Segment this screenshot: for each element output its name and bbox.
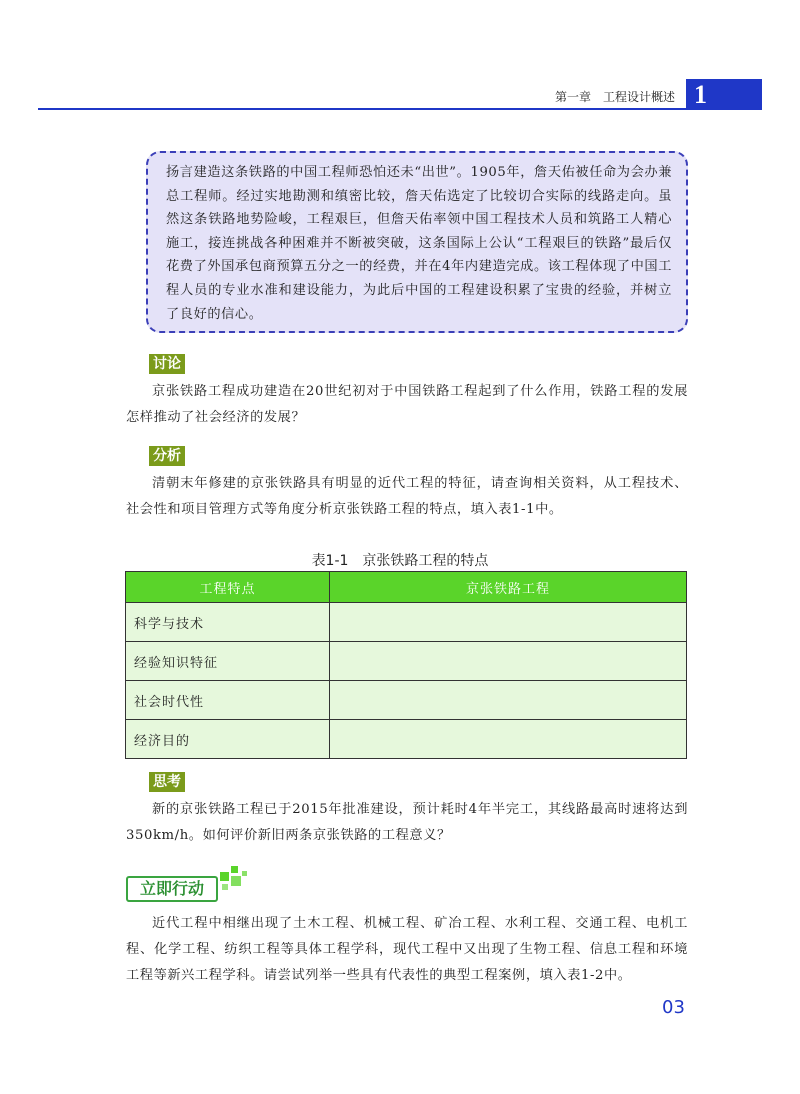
table-cell-value: [330, 681, 687, 720]
story-text: 扬言建造这条铁路的中国工程师恐怕还未“出世”。1905年，詹天佑被任命为会办兼总工程师。经过实地勘测和缜密比较，詹天佑选定了比较切合实际的线路走向。虽然这条铁路地势险峻，工程艰巨，但詹天佑率领中国工程技术人员和筑路工人精心施工，接连挑战各种困难并不断被突破，这条国际上公认“工程艰巨的铁路”最后仅花费了外国承包商预算五分之一的经费，并在4年内建造完成。该工程体现了中国工程人员的专业水准和建设能力，为此后中国的工程建设积累了宝贵的经验，并树立了良好的信心。: [166, 165, 672, 322]
table-cell-feature: 经验知识特征: [126, 642, 330, 681]
table-header-cell: 京张铁路工程: [330, 572, 687, 603]
table-cell-feature: 社会时代性: [126, 681, 330, 720]
header-rule: [38, 108, 686, 110]
banner-squares-icon: [218, 866, 248, 896]
table-row: [126, 603, 687, 642]
action-banner: 立即行动: [126, 876, 218, 902]
action-text: 近代工程中相继出现了土木工程、机械工程、矿冶工程、水利工程、交通工程、电机工程、化学工程、纺织工程等具体工程学科，现代工程中又出现了生物工程、信息工程和环境工程等新兴工程学科。请尝试列举一些具有代表性的典型工程案例，填入表1-2中。: [126, 916, 688, 983]
table-header-cell: 工程特点: [126, 572, 330, 603]
table-row: [126, 642, 687, 681]
table-cell-feature: 科学与技术: [126, 603, 330, 642]
table-title: 表1-1 京张铁路工程的特点: [311, 553, 489, 569]
analysis-label: 分析: [149, 446, 185, 466]
features-table: [125, 571, 687, 759]
chapter-number-badge: 1: [686, 79, 762, 110]
table-header-row: [126, 572, 687, 603]
table-cell-feature: 经济目的: [126, 720, 330, 759]
story-box: [146, 151, 688, 333]
table-cell-value: [330, 642, 687, 681]
table-row: [126, 720, 687, 759]
discussion-text: 京张铁路工程成功建造在20世纪初对于中国铁路工程起到了什么作用，铁路工程的发展怎样推动了社会经济的发展？: [126, 384, 688, 425]
thinking-label: 思考: [149, 772, 185, 792]
table-cell-value: [330, 603, 687, 642]
table-row: [126, 681, 687, 720]
analysis-text: 清朝末年修建的京张铁路具有明显的近代工程的特征，请查询相关资料，从工程技术、社会性和项目管理方式等角度分析京张铁路工程的特点，填入表1-1中。: [126, 476, 688, 517]
discussion-label: 讨论: [149, 354, 185, 374]
table-cell-value: [330, 720, 687, 759]
chapter-title: 第一章 工程设计概述: [555, 90, 676, 104]
thinking-text: 新的京张铁路工程已于2015年批准建设，预计耗时4年半完工，其线路最高时速将达到350km/h。如何评价新旧两条京张铁路的工程意义？: [126, 802, 688, 843]
page-number: 03: [662, 997, 685, 1018]
